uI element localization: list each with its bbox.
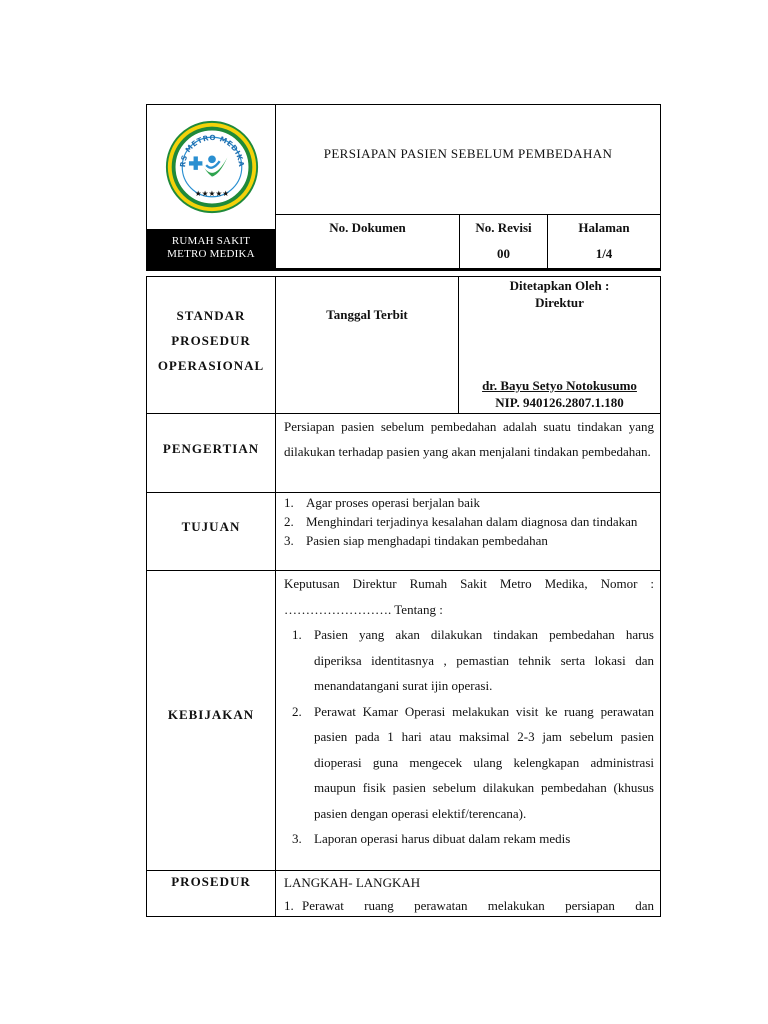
kebijakan-intro-line2: ……………………. Tentang :: [284, 601, 443, 617]
document-title: PERSIAPAN PASIEN SEBELUM PEMBEDAHAN: [276, 105, 660, 215]
doc-number-cell: [276, 215, 459, 270]
page-value: 1/4: [595, 246, 613, 261]
list-text: Perawat Kamar Operasi melakukan visit ke ruang perawatan pasien pada 1 hari atau maksimal 2-3 jam sebelum pasien dioperasi guna mengecek ulang kelengkapan administrasi maupun fisik pasien sebelum dilakukan pembedahan (khusus pasien dengan operasi elektif/terencana).: [314, 703, 654, 821]
prosedur-label: PROSEDUR: [147, 871, 276, 916]
hospital-logo-icon: [164, 119, 260, 215]
sop-label: [147, 277, 276, 413]
prosedur-body: [276, 871, 660, 917]
list-text: Menghindari terjadinya kesalahan dalam diagnosa dan tindakan: [306, 514, 638, 529]
kebijakan-label: KEBIJAKAN: [147, 571, 276, 870]
sop-block: [146, 276, 661, 414]
hospital-name-line2: METRO MEDIKA: [167, 248, 255, 260]
kebijakan-intro-line1: Keputusan Direktur Rumah Sakit Metro Medika, Nomor :: [284, 576, 654, 591]
sop-label-line1: STANDAR: [176, 308, 246, 323]
set-by-line2: Direktur: [535, 295, 584, 310]
doc-number-label: No. Dokumen: [329, 220, 406, 235]
pengertian-label: PENGERTIAN: [147, 414, 276, 492]
list-item: [284, 531, 654, 550]
tujuan-body: [276, 493, 660, 550]
list-text: Pasien siap menghadapi tindakan pembedahan: [306, 533, 548, 548]
set-by-line1: Ditetapkan Oleh :: [509, 278, 610, 293]
prosedur-step: [284, 894, 654, 917]
director-nip: NIP. 940126.2807.1.180: [495, 395, 624, 410]
list-item: [292, 826, 654, 852]
row-pengertian: [146, 414, 661, 493]
document-header: [146, 104, 661, 271]
logo-cell: [147, 105, 276, 268]
revision-value: 00: [497, 246, 510, 261]
document-meta: [276, 215, 660, 270]
sop-label-line2: PROSEDUR: [171, 333, 251, 348]
list-number: 1.: [284, 495, 294, 510]
list-number: 2.: [292, 703, 302, 719]
revision-label: No. Revisi: [475, 220, 532, 235]
list-text: Pasien yang akan dilakukan tindakan pembedahan harus diperiksa identitasnya , pemastian tehnik serta lokasi dan menandatangani surat ijin operasi.: [314, 627, 654, 693]
list-item: [284, 512, 654, 531]
page-cell: [547, 215, 660, 270]
list-number: 1.: [284, 898, 294, 913]
row-prosedur: [146, 871, 661, 917]
hospital-name-line1: RUMAH SAKIT: [171, 235, 251, 247]
list-text: Laporan operasi harus dibuat dalam rekam medis: [314, 831, 571, 846]
list-item: [292, 699, 654, 827]
list-number: 3.: [284, 533, 294, 548]
list-item: [284, 493, 654, 512]
prosedur-heading: LANGKAH- LANGKAH: [284, 875, 421, 890]
row-kebijakan: [146, 571, 661, 871]
list-text: Agar proses operasi berjalan baik: [306, 495, 480, 510]
row-tujuan: [146, 493, 661, 571]
kebijakan-body: [276, 571, 660, 852]
director-name: dr. Bayu Setyo Notokusumo: [482, 378, 637, 393]
revision-cell: [459, 215, 547, 270]
list-text: Perawat ruang perawatan melakukan persiapan dan: [302, 898, 654, 913]
approval-cell: [459, 277, 660, 413]
tujuan-list: [284, 493, 654, 550]
svg-text:RS METRO MEDIKA: RS METRO MEDIKA: [177, 133, 247, 168]
list-number: 1.: [292, 627, 302, 642]
issue-date-label: Tanggal Terbit: [276, 277, 459, 413]
svg-text:★★★★★: ★★★★★: [194, 188, 230, 198]
sop-document: [146, 104, 661, 917]
hospital-name-badge: [147, 229, 275, 269]
pengertian-text: Persiapan pasien sebelum pembedahan adalah suatu tindakan yang dilakukan terhadap pasien yang akan menjalani tindakan pembedahan.: [284, 419, 654, 459]
sop-label-line3: OPERASIONAL: [157, 358, 265, 373]
tujuan-label: TUJUAN: [147, 493, 276, 570]
list-number: 2.: [284, 514, 294, 529]
set-by: [459, 277, 660, 311]
page-label: Halaman: [578, 220, 630, 235]
list-number: 3.: [292, 831, 302, 846]
kebijakan-list: [292, 622, 654, 852]
list-item: [292, 622, 654, 699]
